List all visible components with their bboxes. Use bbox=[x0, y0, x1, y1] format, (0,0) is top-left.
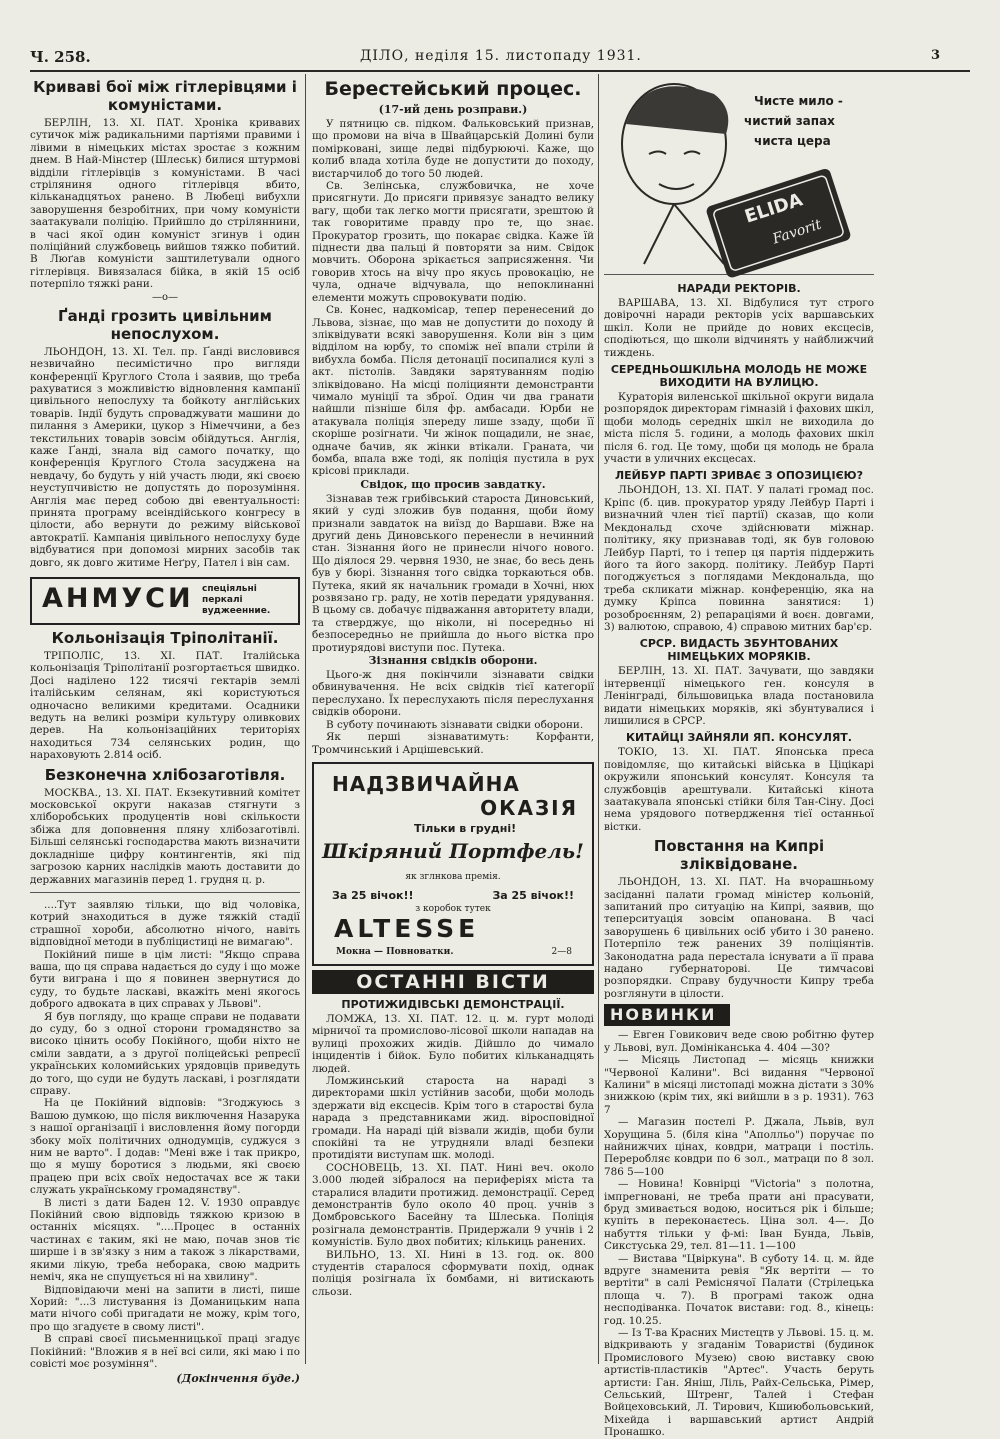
section-banner: ОСТАННІ ВІСТИ bbox=[312, 970, 594, 994]
right-column-body bbox=[604, 278, 874, 1439]
article-text: Цього-ж дня покінчили зізнавати свідки обвинувачення. Не всіх свідків тієї категорії переслухано. Їх переслухають після переслухання свідків оборони. bbox=[312, 669, 594, 719]
advertisement-anmusy bbox=[30, 577, 300, 625]
article-title: Безконечна хлібозаготівля. bbox=[44, 765, 286, 784]
ad-line: вуджеенние. bbox=[202, 606, 271, 616]
ad-slogan: чиста цера bbox=[754, 134, 831, 148]
news-title: СРСР. ВИДАСТЬ ЗБУНТОВАНИХ НІМЕЦЬКИХ МОРЯКІВ. bbox=[639, 637, 839, 664]
article-text: Ломжинський староста на нараді з директорами шкіл устійнив засоби, щоби молодь здержати від ексцесів. Крім того в старостві була нарада з представниками жид. віросповідної громади. На нараді цій візвали жидів, щоби були спокійні та не утрудняли владі безпеки протидіяти виступам шк. молоді. bbox=[312, 1074, 594, 1162]
ad-title: ОКАЗІЯ bbox=[480, 795, 578, 820]
ad-footer: Мокна — Повноватки. bbox=[336, 946, 454, 957]
article-text: На це Покійний відповів: "Згоджуюсь з Вашою думкою, що після виключення Назарука з нашої організації і висловлення йому погорди збоку моїх політичних однодумців, суджуся з ним не варто". І додав: "Мені вже і так прикро, що я мушу боротися з людьми, які своєю працею при всіх своїх недостачах все ж таки служать українському громадянству". bbox=[30, 1097, 300, 1197]
page-number: 3 bbox=[930, 48, 940, 63]
news-item: — Вистава "Цвіркуна". В суботу 14. ц. м. йде вдруге знаменита ревія "Як вертіти — то вертіти" в салі Реміснячої Палати (Стрілецька площа ч. 7). В програмі також одна несподіванка. Початок вистави: год. 8., кінець: год. 10.25. bbox=[604, 1252, 874, 1327]
article-text: В справі своєї письменницької праці згадує Покійний: "Вложив я в неї всі сили, які маю і по совісті моє розуміння". bbox=[30, 1333, 300, 1370]
column-rule bbox=[305, 74, 306, 1364]
ad-brand: АНМУСИ bbox=[42, 583, 194, 614]
article-text: Відповідаючи мені на запити в листі, пише Хорий: "...З листування із Доманицьким напа мати нічого собі пригадати не можу, крім того, про що згадуєте в свому листі". bbox=[30, 1283, 300, 1333]
ad-slogan: чистий запах bbox=[744, 114, 835, 128]
column-middle bbox=[312, 74, 594, 1370]
article-text: ВАРШАВА, 13. XI. Відбулися тут строго довірочні наради ректорів усіх варшавських шкіл. Коли не прийде до нових ексцесів, сподіються, що школи відчинять у найближчий тиждень. bbox=[604, 297, 874, 359]
column-left bbox=[30, 74, 300, 1386]
column-rule bbox=[598, 74, 599, 1364]
news-title: СЕРЕДНЬОШКІЛЬНА МОЛОДЬ НЕ МОЖЕ ВИХОДИТИ НА ВУЛИЦЮ. bbox=[610, 363, 868, 390]
article-subtitle: (17-ий день розправи.) bbox=[378, 103, 528, 116]
article-text: СОСНОВЕЦЬ, 13. XI. ПАТ. Нині веч. около 3.000 людей зібралося на периферіях міста та старалися владити протижид. демонстрації. Серед демонстрантів було около 40 проц. учнів з Домбровського Басейну та Шлеська. Поліція розігнала демонстрантів. Придержали 9 учнів і 2 комуністів. Було двох побитих; кількиць ранених. bbox=[312, 1161, 594, 1249]
continuation-note: (Докінчення буде.) bbox=[176, 1372, 300, 1386]
article-text: Св. Зелінська, службовичка, не хоче присягнути. До присяги привязує занадто велику вагу, щоби так легко могти присягати, зрештою й так говоритиме правду про те, що знає. Прокуратор грозить, що покарає свідка. Каже їй піднести два пальці й повторяти за ним. Свідок мовчить. Оборона зрікається заприсяження. Чи говорив хтось на вічу про якусь провокацію, не чула, одначе відчувала, що непоклинанні елементи можуть спровокувати подію. bbox=[312, 180, 594, 304]
article-text: У пятницю св. підком. Фальковський признав, що промови на віча в Швайцарській Долині були помірковані, зище ледві підбурюючі. Каже, що колиб влада хотіла буде не допустити до походу, вистарчилоб до того 50 людей. bbox=[312, 118, 594, 180]
masthead-date: ДІЛО, неділя 15. листопаду 1931. bbox=[360, 48, 642, 64]
news-item: — Евген Говикович веде свою робітню футер у Львові, вул. Домініканська 4. 404 —30? bbox=[604, 1029, 874, 1054]
ad-headline: Шкіряний Портфель! bbox=[322, 838, 584, 863]
news-item: — Магазин постелі Р. Джала, Львів, вул Хорущина 5. (біля кіна "Аполльо") поручає по найнижчих цінах, ковдри, матраци і постіль. Переробляє ковдри по 6 зол., матраци по 8 зол. 786 5—100 bbox=[604, 1116, 874, 1178]
article-text: ЛЬОНДОН, 13. XI. Тел. пр. Ґанді висловився незвичайно песимістично про вигляди конференції Круглого Стола і заявив, що треба рахуватися з можливістю відновлення кампанії цивільного непослуху та бойкоту англійських товарів. Індії будуть спроваджувати машини до пилання з Америки, цукор з Німеччини, а без текстильних товарів зовсім обійдуться. Англія, каже Ґанді, знала від самого початку, що конференція Круглого Стола засуджена на невдачу, бо будуть у ній участь люди, які своєю неуступчивістю не допустять до порозуміння. Англія має перед собою дві евентуальності: принята програму всеіндійського конгресу в цілости, або вернути до режиму військової автократії. Кампанія цивільного непослуху буде відбуватися при допомозі мирних засобів так довго, як довго житиме Неґру, Пател і він сам. bbox=[30, 345, 300, 569]
article-text: Св. Конес, надкомісар, тепер перенесений до Львова, зізнає, що мав не допустити до походу й зліквідувати всякі заворушення. Коли він з цим відділом на юрбу, то споміж неї впали стріли й вибухла бомба. Після детонації посипалися кулі з акт. пістолів. Завдяки зарятуванням подію зліквідовано. На місці поліциянти демонстранти чимало муніції та зброї. Один чи два гранати найшли пізніше біля фр. амбасади. Юрби не атакувала поліція зпереду лише ззаду, щоби її скоріше розігнати. Чи жінок пощадили, не знає, одначе бачив, як жінки втікали. Граната, чи бомба, впала вже тоді, як поліція пустила в рух крісові приклади. bbox=[312, 304, 594, 478]
article-text: ....Тут заявляю тільки, що від чоловіка, котрий знаходиться в дуже тяжкій стадії страшної хороби, абсолютно нічого, навіть відповідної методи в публіцистиці не вимагаю". bbox=[30, 898, 300, 949]
news-title: ЛЕЙБУР ПАРТІ ЗРИВАЄ З ОПОЗИЦІЄЮ? bbox=[615, 469, 863, 483]
advertisement-altesse bbox=[312, 762, 594, 966]
article-title: Кольонізація Тріполітанії. bbox=[51, 629, 279, 647]
article-text: БЕРЛІН, 13. XI. ПАТ. Хроніка кривавих сутичок між радикальними партіями правими і лівими в німецьких містах зростає з кожним днем. В Най-Мінстер (Шлеськ) билися штурмові відділи гітлерівців з комуністами. В часі стріляниня одного гітлерівця вбито, кільканадцятьох ранено. В Любеці вибухли заворушення безробітних, при чому комуністи заатакували поліцію. Прийшло до стріляннини, в часі якої один комуніст згинув і один поліційний службовець вийшов тяжко побитий. В Люґав комуністи заштилетували одного гітлерівця. Вивязалася бійка, в якій 15 осіб потерпіло тяжкі рани. bbox=[30, 117, 300, 291]
article-text: В листі з дати Баден 12. V. 1930 оправдує Покійний свою відповідь тяжкою кризою в останніх місяцях. "....Процес в останніх частинах є таким, які не маю, почав знов тіє ширше і в зв'язку з ним а також з лікарствами, якими лікую, треба неборака, свою мадрить неміч, яка не спущується ні на хвилину". bbox=[30, 1196, 300, 1284]
article-text: Кураторія виленської шкільної округи видала розпорядок директорам гімназій і фахових шкіл, щоби молодь середніх шкіл не виходила до міста після 5. години, а молодь фахових шкіл після 6. год. Це тому, щоби ця молодь не брала участи в уличних ексцесах. bbox=[604, 391, 874, 466]
article-text: БЕРЛІН, 13. XI. ПАТ. Зачувати, що завдяки інтервенції німецького ген. консуля в Ленінграді, більшовицька влада постановила видати німецьких моряків, які збунтувалися і лишилися в СРСР. bbox=[604, 665, 874, 727]
separator: —o— bbox=[151, 291, 179, 303]
ad-slogan: Чисте мило - bbox=[754, 94, 843, 108]
ad-price: За 25 вічок!! bbox=[332, 888, 414, 902]
news-item: — Новина! Ковнірці "Victoria" з полотна, імпрегновані, не треба прати ані прасувати, бруд змивається водою, носиться рік і більше; купіть в переконаєтесь. Ціна зол. 4—. До набуття тільки у ф-мі: Іван Бунда, Львів, Сикстуська 29, тел. 81—11. 1—100 bbox=[604, 1178, 874, 1253]
ad-brand: ELIDA bbox=[742, 189, 806, 228]
issue-number: Ч. 258. bbox=[30, 48, 91, 66]
ad-brand: ALTESSE bbox=[334, 913, 480, 943]
section-subtitle: Зізнання свідків оборони. bbox=[368, 654, 538, 668]
article-text: Покійний пише в цім листі: "Якщо справа ваша, що ця справа надається до суду і що може бути виграна і що я повинен звернутися до суду, то будьте ласкаві, вкажіть мені якогось доброго адвоката в цих справах у Львові". bbox=[30, 948, 300, 1011]
ad-price: За 25 вічок!! bbox=[492, 888, 574, 902]
ad-line: спеціяльні bbox=[202, 584, 257, 594]
ad-line: перкалі bbox=[202, 595, 243, 605]
ad-footer: 2—8 bbox=[551, 946, 572, 957]
column-right bbox=[604, 74, 874, 1439]
ad-line: з коробок тутек bbox=[415, 903, 491, 914]
article-text: Я був погляду, що краще справи не подавати до суду, бо з одної сторони громадянство за високо цінить особу Покійного, щоби ніхто не сміли завдати, а з другої поліцейські репресії українських коломийських урядовців приведуть до того, що суди не будуть ласкаві, і розглядати справу. bbox=[30, 1010, 300, 1097]
section-banner: НОВИНКИ bbox=[604, 1004, 730, 1026]
news-item: — Із Т-ва Красних Мистецтв у Львові. 15. ц. м. відкривають у згаданім Товаристві (будинок Промислового Музею) свою виставку свою артистів-пластиків "Артес". Участь беруть артисти: Ган. Яніш, Ліль, Райх-Сельська, Рімер, Сельський, Штренг, Талей і Стефан Войцеховський, Л. Тирович, Кшиюбольовський, Міхейда і варшавський артист Андрій Пронашко. bbox=[604, 1327, 874, 1439]
article-text: Зізнавав теж грибівський староста Диновський, який у суді зложив був подання, щоби йому признали завдаток на виїзд до Варшави. Вже на другий день Диновського перенесли в нечинний стан. Зізнання його не принесли нічого нового. Що діялося 29. червня 1930, не знає, бо весь день був у бюрі. Зізнання того свідка торкаються обв. Путека, який як начальник громади в Хочні, нюх розвязано гр. раду, не хотів передати урядування. В цьому св. добачує підважання авторитету влади, та стверджує, що ніколи, ні посередньо ні безпосередньо не прийшла до нього вістка про протиурядові виступи пос. Путека. bbox=[312, 492, 594, 654]
section-subtitle: Свідок, що просив завдатку. bbox=[360, 477, 546, 491]
news-title: КИТАЙЦІ ЗАЙНЯЛИ ЯП. КОНСУЛЯТ. bbox=[625, 731, 852, 745]
news-title: ПРОТИЖИДІВСЬКІ ДЕМОНСТРАЦІЇ. bbox=[341, 997, 565, 1011]
divider bbox=[30, 892, 300, 893]
ad-line: Тільки в грудні! bbox=[414, 821, 517, 835]
page-header bbox=[30, 46, 970, 72]
article-text: ТРІПОЛІС, 13. XI. ПАТ. Італійська кольонізація Тріполітанії розгортається швидко. Досі наділено 122 тисячі гектарів землі італійським селянам, які користуються одночасно великими кредитами. Осадники ведуть на великі розміри культуру оливкових дерев. На кольонізаційних територіях находиться 734 селянських родин, що нараховують 2.814 осіб. bbox=[30, 650, 300, 762]
article-text: Як перші зізнаватимуть: Корфанти, Тромчинський і Арцішевський. bbox=[312, 731, 594, 756]
ad-brand: Favorit bbox=[770, 216, 824, 248]
article-text: МОСКВА., 13. XI. ПАТ. Екзекутивний комітет московської округи наказав стягнути з хліборобських продуцентів нові скількости збіжа для доповнення пляну хлібозаготівлі. Більші селянські господарства мають визначити докладніше цифру контингентів, які під загрозою карних наслідків мають доставити до державних магазинів перед 1. грудня ц. р. bbox=[30, 786, 300, 886]
news-title: НАРАДИ РЕКТОРІВ. bbox=[677, 282, 801, 295]
article-text: ЛОМЖА, 13. XI. ПАТ. 12. ц. м. гурт молоді мірничої та промислово-лісової школи нападав на вулиці прохожих жидів. Дійшло до чимало інцидентів і бійок. Було побитих кільканадцять людей. bbox=[312, 1012, 594, 1075]
ad-subtitle bbox=[202, 584, 270, 617]
article-text: ВИЛЬНО, 13. XI. Нині в 13. год. ок. 800 студентів старалося сформувати похід, однак поліція розігнала їх бомбами, ні витискають сльози. bbox=[312, 1248, 594, 1298]
ad-title: НАДЗВИЧАЙНА bbox=[332, 771, 520, 796]
article-text: В суботу починають зізнавати свідки оборони. bbox=[326, 718, 584, 731]
article-text: ЛЬОНДОН, 13. XI. ПАТ. У палаті громад пос. Кріпс (б. цив. прокуратор уряду Лейбур Парті і визначний член тієї партії) сказав, що коли Мекдональд схоче здійснювати міжнар. політику, яку признавав тоді, як був головою Лейбур Парті, то і тепер ця партія піддержить його та його закорд. політику. Лейбур Парті погоджується з поглядами Мекдональда, що треба скликати міжнар. конференцію, яка на думку Кріпса повинна занятися: 1) розоброєнням, 2) репараціями й вoєн. довгами, 3) валютою, справою, 4) справою митних бар'єр. bbox=[604, 484, 874, 633]
article-title: Берестейський процес. bbox=[324, 78, 582, 100]
ad-line: як зглнкова премія. bbox=[405, 871, 501, 882]
advertisement-elida bbox=[604, 74, 874, 275]
article-title: Повстання на Кипрі зліквідоване. bbox=[653, 837, 825, 874]
article-title: Ґанді грозить цивільним непослухом. bbox=[58, 306, 272, 343]
news-item: — Місяць Листопад — місяць книжки "Червоної Калини". Всі видання "Червоної Калини" в місяці листопаді можна дістати з 30% знижкою (крім тих, які вийшли в з р. 1931). 763 7 bbox=[604, 1054, 874, 1116]
article-text: ЛЬОНДОН, 13. XI. ПАТ. На вчорашньому засіданні палати громад міністер кольоній, запитаний про ситуацію на Кипрі, заявив, що теперситуація зовсім опанована. В часі заворушень 6 цивільних осіб убито і 30 ранено. Потерпіло теж ранених 39 поліціянтів. Законодатна рада перестала існувати а її права надано губернаторові. Це тимчасові розпорядки. Справу будучности Кипру треба розглянути в цілости. bbox=[604, 876, 874, 1000]
article-text: ТОКІО, 13. XI. ПАТ. Японська преса повідомляє, що китайські війська в Ціцікарі окружили японський консулят. Консуля та службовців арештували. Китайські кінота заатакувала японські стійки біля Тан-Сіну. Досі нема урядового потвердження тієї останньої вістки. bbox=[604, 746, 874, 833]
article-title: Криваві бої між гітлерівцями і комуністами. bbox=[33, 78, 297, 114]
